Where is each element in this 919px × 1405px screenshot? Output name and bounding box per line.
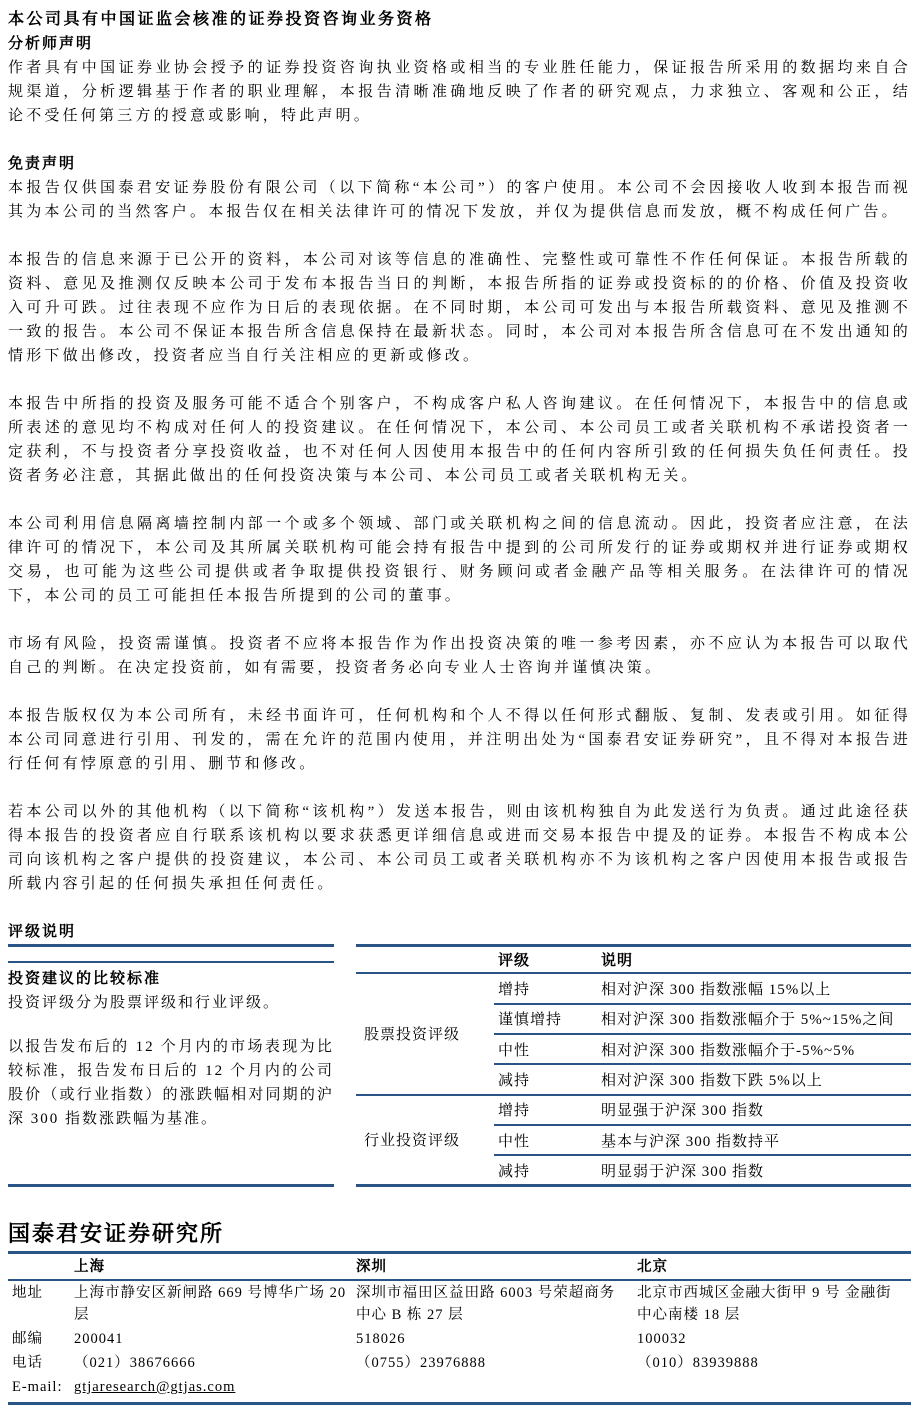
rating-cell: 增持 [498,981,531,998]
contact-city-beijing: 北京 [633,1253,911,1281]
rating-cell: 谨慎增持 [494,1004,597,1034]
rating-criteria-panel [8,944,334,1187]
contact-header-row [8,1253,911,1281]
table-row [8,1280,911,1327]
rating-criteria-title: 投资建议的比较标准 [8,971,162,987]
disclaimer-paragraph: 本公司利用信息隔离墙控制内部一个或多个领域、部门或关联机构之间的信息流动。因此，投资者应注意，在法律许可的情况下，本公司及其所属关联机构可能会持有报告中提到的公司所发行的证券或期权并进行证券或期权交易，也可能为这些公司提供或者争取提供投资银行、财务顾问或者金融产品等相关服务。在法律许可的情况下，本公司的员工可能担任本报告所提到的公司的董事。 [8,516,911,604]
address-shanghai: 上海市静安区新闸路 669 号博华广场 20 层 [74,1285,347,1323]
empty-cell [633,1375,911,1404]
research-institute-section [8,1221,911,1405]
rating-group-industry: 行业投资评级 [356,1095,494,1186]
analyst-statement-body: 作者具有中国证券业协会授予的证券投资咨询执业资格或相当的专业胜任能力，保证报告所采用的数据均来自合规渠道，分析逻辑基于作者的职业理解，本报告清晰准确地反映了作者的研究观点，力求独立、客观和公正，结论不受任何第三方的授意或影响，特此声明。 [8,60,911,124]
desc-cell: 明显弱于沪深 300 指数 [597,1155,911,1185]
contact-table [8,1251,911,1405]
address-shenzhen: 深圳市福田区益田路 6003 号荣超商务中心 B 栋 27 层 [356,1285,616,1323]
postcode-shenzhen: 518026 [356,1331,406,1347]
desc-cell: 相对沪深 300 指数下跌 5%以上 [597,1064,911,1094]
disclaimer-paragraph: 市场有风险，投资需谨慎。投资者不应将本报告作为作出投资决策的唯一参考因素，亦不应认为本报告可以取代自己的判断。在决定投资前，如有需要，投资者务必向专业人士咨询并谨慎决策。 [8,636,911,676]
table-row [356,973,911,1003]
rating-cell: 中性 [494,1034,597,1064]
qualification-title: 本公司具有中国证监会核准的证券投资咨询业务资格 [8,11,434,28]
contact-city-shanghai: 上海 [70,1253,352,1281]
phone-beijing: （010）83939888 [637,1355,759,1371]
desc-cell: 基本与沪深 300 指数持平 [597,1125,911,1155]
rating-heading: 评级说明 [8,924,77,940]
table-row [8,1327,911,1351]
disclaimer-heading: 免责声明 [8,156,77,172]
phone-shanghai: （021）38676666 [74,1355,196,1371]
rating-cell: 减持 [494,1064,597,1094]
row-label-address: 地址 [12,1285,43,1301]
disclaimer-paragraph: 若本公司以外的其他机构（以下简称“该机构”）发送本报告，则由该机构独自为此发送行为负责。通过此途径获得本报告的投资者应自行联系该机构以要求获悉更详细信息或进而交易本报告中提及的证券。本报告不构成本公司向该机构之客户提供的投资建议，本公司、本公司员工或者关联机构亦不为该机构之客户因使用本报告或报告所载内容引起的任何损失承担任何责任。 [8,804,911,892]
disclaimer-paragraph: 本报告的信息来源于已公开的资料，本公司对该等信息的准确性、完整性或可靠性不作任何保证。本报告所载的资料、意见及推测仅反映本公司于发布本报告当日的判断，本报告所指的证券或投资标的的价格、价值及投资收入可升可跌。过往表现不应作为日后的表现依据。在不同时期，本公司可发出与本报告所载资料、意见及推测不一致的报告。本公司不保证本报告所含信息保持在最新状态。同时，本公司对本报告所含信息可在不发出通知的情形下做出修改，投资者应当自行关注相应的更新或修改。 [8,252,911,364]
table-row [8,1351,911,1375]
row-label-email: E-mail: [12,1379,63,1395]
desc-cell: 相对沪深 300 指数涨幅介于 5%~15%之间 [597,1004,911,1034]
rating-criteria-line1: 投资评级分为股票评级和行业评级。 [8,995,281,1011]
disclaimer-paragraph: 本报告中所指的投资及服务可能不适合个别客户，不构成客户私人咨询建议。在任何情况下，本报告中的信息或所表述的意见均不构成对任何人的投资建议。在任何情况下，本公司、本公司员工或者关联机构不承诺投资者一定获利，不与投资者分享投资收益，也不对任何人因使用本报告中的任何内容所引致的任何损失负任何责任。投资者务必注意，其据此做出的任何投资决策与本公司、本公司员工或者关联机构无关。 [8,396,911,484]
disclaimer-paragraph: 本报告仅供国泰君安证券股份有限公司（以下简称“本公司”）的客户使用。本公司不会因接收人收到本报告而视其为本公司的当然客户。本报告仅在相关法律许可的情况下发放，并仅为提供信息而发放，概不构成任何广告。 [8,180,911,220]
address-beijing: 北京市西城区金融大街甲 9 号 金融街中心南楼 18 层 [637,1285,892,1323]
disclaimer-section [8,152,911,896]
desc-cell: 相对沪深 300 指数涨幅 15%以上 [601,981,832,998]
rating-group-stock: 股票投资评级 [364,1027,461,1044]
rating-cell: 增持 [494,1095,597,1125]
row-label-postcode: 邮编 [12,1331,43,1347]
table-row [356,1095,911,1125]
rating-criteria-line2: 以报告发布后的 12 个月内的市场表现为比较标准，报告发布日后的 12 个月内的公司股价（或行业指数）的涨跌幅相对同期的沪深 300 指数涨跌幅为基准。 [8,1039,334,1127]
rating-table-header-rating: 评级 [494,946,597,974]
rating-columns [8,944,911,1187]
postcode-beijing: 100032 [637,1331,687,1347]
email-cell [70,1375,352,1404]
email-link[interactable]: gtjaresearch@gtjas.com [74,1379,236,1395]
rating-table-header-row [356,946,911,974]
phone-shenzhen: （0755）23976888 [356,1355,486,1371]
rating-cell: 中性 [494,1125,597,1155]
empty-cell [352,1375,633,1404]
rating-criteria-content [8,963,334,1131]
rating-table-header-empty-cell [356,946,494,974]
research-institute-title: 国泰君安证券研究所 [8,1221,225,1246]
analyst-statement-heading: 分析师声明 [8,36,94,52]
desc-cell: 明显强于沪深 300 指数 [597,1095,911,1125]
row-label-phone: 电话 [12,1355,43,1371]
rating-table [356,944,911,1187]
postcode-shanghai: 200041 [74,1331,124,1347]
rating-criteria-header-gap [8,947,334,963]
contact-city-shenzhen: 深圳 [352,1253,633,1281]
table-row [8,1375,911,1404]
desc-cell: 相对沪深 300 指数涨幅介于-5%~5% [597,1034,911,1064]
contact-header-empty-cell [8,1253,70,1281]
rating-table-header-desc: 说明 [597,946,911,974]
disclaimer-paragraph: 本报告版权仅为本公司所有，未经书面许可，任何机构和个人不得以任何形式翻版、复制、发表或引用。如征得本公司同意进行引用、刊发的，需在允许的范围内使用，并注明出处为“国泰君安证券研究”，且不得对本报告进行任何有悖原意的引用、删节和修改。 [8,708,911,772]
rating-cell: 减持 [494,1155,597,1185]
analyst-statement-section [8,32,911,128]
rating-section [8,920,911,1187]
